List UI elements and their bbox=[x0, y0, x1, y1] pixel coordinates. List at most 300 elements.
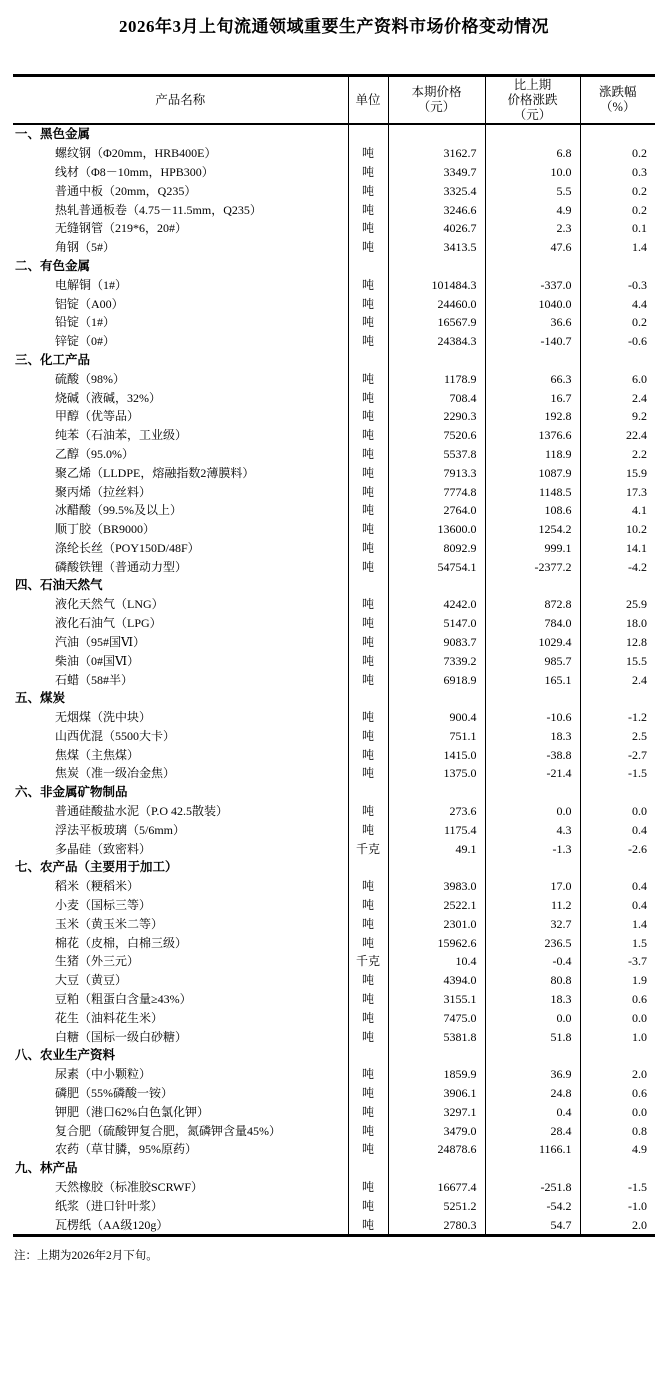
section-name: 九、林产品 bbox=[15, 1160, 78, 1175]
price-cell: 2290.3 bbox=[388, 407, 485, 426]
table-row bbox=[13, 238, 655, 257]
pct-cell: 0.0 bbox=[580, 1102, 655, 1121]
pct-cell: 4.4 bbox=[580, 294, 655, 313]
unit-cell: 吨 bbox=[348, 200, 388, 219]
section-row bbox=[13, 1046, 655, 1065]
product-cell: 浮法平板玻璃（5/6mm） bbox=[55, 822, 186, 837]
price-cell: 9083.7 bbox=[388, 633, 485, 652]
price-cell: 3983.0 bbox=[388, 877, 485, 896]
table-row bbox=[13, 407, 655, 426]
price-cell bbox=[388, 689, 485, 708]
pct-cell: 4.9 bbox=[580, 1140, 655, 1159]
price-cell: 4026.7 bbox=[388, 219, 485, 238]
table-row bbox=[13, 1140, 655, 1159]
price-cell: 5251.2 bbox=[388, 1196, 485, 1215]
change-cell: -0.4 bbox=[485, 952, 580, 971]
table-row bbox=[13, 971, 655, 990]
change-cell: -1.3 bbox=[485, 839, 580, 858]
change-cell: 1148.5 bbox=[485, 482, 580, 501]
price-cell: 900.4 bbox=[388, 708, 485, 727]
unit-cell bbox=[348, 351, 388, 370]
column-header-unit: 单位 bbox=[348, 76, 388, 125]
table-row bbox=[13, 764, 655, 783]
product-cell: 无缝钢管（219*6，20#） bbox=[55, 221, 188, 236]
change-cell bbox=[485, 689, 580, 708]
unit-cell: 吨 bbox=[348, 501, 388, 520]
section-row bbox=[13, 1159, 655, 1178]
unit-cell: 吨 bbox=[348, 1121, 388, 1140]
pct-cell: 15.9 bbox=[580, 463, 655, 482]
product-cell: 涤纶长丝（POY150D/48F） bbox=[55, 540, 200, 555]
pct-cell: 0.4 bbox=[580, 877, 655, 896]
change-cell: 999.1 bbox=[485, 539, 580, 558]
pct-cell: 1.4 bbox=[580, 914, 655, 933]
unit-cell: 吨 bbox=[348, 1215, 388, 1235]
unit-cell: 千克 bbox=[348, 839, 388, 858]
product-cell: 线材（Φ8－10mm，HPB300） bbox=[55, 164, 214, 179]
unit-cell: 吨 bbox=[348, 1065, 388, 1084]
price-cell: 1178.9 bbox=[388, 369, 485, 388]
price-cell: 3297.1 bbox=[388, 1102, 485, 1121]
unit-cell: 吨 bbox=[348, 369, 388, 388]
unit-cell bbox=[348, 689, 388, 708]
pct-cell: 2.0 bbox=[580, 1065, 655, 1084]
change-cell: 2.3 bbox=[485, 219, 580, 238]
table-row bbox=[13, 445, 655, 464]
unit-cell: 吨 bbox=[348, 294, 388, 313]
change-cell: 4.3 bbox=[485, 820, 580, 839]
unit-cell: 吨 bbox=[348, 539, 388, 558]
unit-cell bbox=[348, 783, 388, 802]
pct-cell: -3.7 bbox=[580, 952, 655, 971]
change-cell: 236.5 bbox=[485, 933, 580, 952]
product-cell: 纸浆（进口针叶浆） bbox=[55, 1198, 164, 1213]
unit-cell: 吨 bbox=[348, 332, 388, 351]
unit-cell bbox=[348, 257, 388, 276]
change-cell: -21.4 bbox=[485, 764, 580, 783]
pct-cell: -0.3 bbox=[580, 275, 655, 294]
change-cell: 11.2 bbox=[485, 896, 580, 915]
product-cell: 多晶硅（致密料） bbox=[55, 841, 152, 856]
price-cell: 2780.3 bbox=[388, 1215, 485, 1235]
product-cell: 角钢（5#） bbox=[55, 240, 116, 255]
price-cell: 3349.7 bbox=[388, 163, 485, 182]
change-cell: 18.3 bbox=[485, 990, 580, 1009]
product-cell: 无烟煤（洗中块） bbox=[55, 710, 152, 725]
table-row bbox=[13, 802, 655, 821]
unit-cell: 吨 bbox=[348, 651, 388, 670]
footnote: 注：上期为2026年2月下旬。 bbox=[14, 1250, 158, 1263]
unit-cell: 吨 bbox=[348, 933, 388, 952]
product-cell: 天然橡胶（标准胶SCRWF） bbox=[55, 1180, 204, 1195]
price-cell: 6918.9 bbox=[388, 670, 485, 689]
price-cell: 3246.6 bbox=[388, 200, 485, 219]
column-header-price-change: 比上期 价格涨跌 （元） bbox=[485, 76, 580, 125]
unit-cell: 吨 bbox=[348, 445, 388, 464]
product-cell: 冰醋酸（99.5%及以上） bbox=[55, 503, 182, 518]
change-cell: -251.8 bbox=[485, 1178, 580, 1197]
unit-cell: 吨 bbox=[348, 595, 388, 614]
pct-cell: 6.0 bbox=[580, 369, 655, 388]
product-cell: 铅锭（1#） bbox=[55, 315, 116, 330]
unit-cell bbox=[348, 1159, 388, 1178]
change-cell bbox=[485, 1159, 580, 1178]
unit-cell: 吨 bbox=[348, 219, 388, 238]
unit-cell: 吨 bbox=[348, 727, 388, 746]
pct-cell: 2.0 bbox=[580, 1215, 655, 1235]
table-row bbox=[13, 369, 655, 388]
pct-cell: 1.4 bbox=[580, 238, 655, 257]
product-cell: 电解铜（1#） bbox=[55, 277, 128, 292]
change-cell: 1376.6 bbox=[485, 426, 580, 445]
table-row bbox=[13, 275, 655, 294]
unit-cell: 吨 bbox=[348, 914, 388, 933]
unit-cell: 吨 bbox=[348, 181, 388, 200]
unit-cell: 吨 bbox=[348, 990, 388, 1009]
pct-cell: 2.2 bbox=[580, 445, 655, 464]
unit-cell: 吨 bbox=[348, 708, 388, 727]
unit-cell: 吨 bbox=[348, 1008, 388, 1027]
table-row bbox=[13, 482, 655, 501]
price-cell bbox=[388, 576, 485, 595]
product-cell: 生猪（外三元） bbox=[55, 954, 140, 969]
product-cell: 热轧普通板卷（4.75－11.5mm，Q235） bbox=[55, 202, 262, 217]
change-cell: 32.7 bbox=[485, 914, 580, 933]
price-cell: 7475.0 bbox=[388, 1008, 485, 1027]
section-row bbox=[13, 257, 655, 276]
section-row bbox=[13, 783, 655, 802]
price-cell: 7774.8 bbox=[388, 482, 485, 501]
product-cell: 聚丙烯（拉丝料） bbox=[55, 484, 152, 499]
page-title: 2026年3月上旬流通领域重要生产资料市场价格变动情况 bbox=[119, 17, 549, 36]
section-name: 七、农产品（主要用于加工） bbox=[15, 860, 178, 875]
pct-cell bbox=[580, 783, 655, 802]
change-cell bbox=[485, 351, 580, 370]
change-cell: -54.2 bbox=[485, 1196, 580, 1215]
section-row bbox=[13, 576, 655, 595]
column-header-change-pct: 涨跌幅 （%） bbox=[580, 76, 655, 125]
price-cell: 7339.2 bbox=[388, 651, 485, 670]
product-cell: 锌锭（0#） bbox=[55, 334, 116, 349]
unit-cell: 吨 bbox=[348, 1140, 388, 1159]
unit-cell: 吨 bbox=[348, 1102, 388, 1121]
price-cell: 3162.7 bbox=[388, 144, 485, 163]
pct-cell bbox=[580, 689, 655, 708]
price-cell: 1175.4 bbox=[388, 820, 485, 839]
pct-cell: 0.6 bbox=[580, 990, 655, 1009]
pct-cell bbox=[580, 576, 655, 595]
pct-cell: 0.2 bbox=[580, 144, 655, 163]
price-cell: 708.4 bbox=[388, 388, 485, 407]
table-row bbox=[13, 896, 655, 915]
table-row bbox=[13, 181, 655, 200]
product-cell: 复合肥（硫酸钾复合肥，氮磷钾含量45%） bbox=[55, 1123, 281, 1138]
table-row bbox=[13, 1084, 655, 1103]
price-cell bbox=[388, 1046, 485, 1065]
change-cell bbox=[485, 858, 580, 877]
unit-cell: 吨 bbox=[348, 633, 388, 652]
section-name: 五、煤炭 bbox=[15, 691, 66, 706]
table-row bbox=[13, 1027, 655, 1046]
price-cell: 7913.3 bbox=[388, 463, 485, 482]
section-row bbox=[13, 124, 655, 144]
table-row bbox=[13, 294, 655, 313]
pct-cell: -1.2 bbox=[580, 708, 655, 727]
pct-cell: 15.5 bbox=[580, 651, 655, 670]
change-cell: 1087.9 bbox=[485, 463, 580, 482]
change-cell: 6.8 bbox=[485, 144, 580, 163]
change-cell bbox=[485, 257, 580, 276]
section-row bbox=[13, 351, 655, 370]
change-cell: 17.0 bbox=[485, 877, 580, 896]
pct-cell: 12.8 bbox=[580, 633, 655, 652]
table-row bbox=[13, 388, 655, 407]
price-cell bbox=[388, 124, 485, 144]
product-cell: 纯苯（石油苯，工业级） bbox=[55, 428, 188, 443]
pct-cell: 0.0 bbox=[580, 1008, 655, 1027]
price-cell: 13600.0 bbox=[388, 520, 485, 539]
price-table bbox=[13, 74, 655, 1237]
price-cell: 751.1 bbox=[388, 727, 485, 746]
pct-cell bbox=[580, 1159, 655, 1178]
pct-cell: -4.2 bbox=[580, 557, 655, 576]
change-cell: 10.0 bbox=[485, 163, 580, 182]
price-cell: 8092.9 bbox=[388, 539, 485, 558]
price-cell: 16677.4 bbox=[388, 1178, 485, 1197]
product-cell: 聚乙烯（LLDPE，熔融指数2薄膜料） bbox=[55, 465, 255, 480]
pct-cell: 4.1 bbox=[580, 501, 655, 520]
product-cell: 农药（草甘膦，95%原药） bbox=[55, 1142, 197, 1157]
unit-cell: 吨 bbox=[348, 764, 388, 783]
price-cell bbox=[388, 858, 485, 877]
pct-cell bbox=[580, 351, 655, 370]
pct-cell: 0.4 bbox=[580, 896, 655, 915]
price-cell: 49.1 bbox=[388, 839, 485, 858]
section-name: 三、化工产品 bbox=[15, 352, 91, 367]
change-cell: -337.0 bbox=[485, 275, 580, 294]
table-row bbox=[13, 1121, 655, 1140]
change-cell: 36.9 bbox=[485, 1065, 580, 1084]
product-cell: 玉米（黄玉米二等） bbox=[55, 916, 164, 931]
price-cell bbox=[388, 257, 485, 276]
price-cell: 3325.4 bbox=[388, 181, 485, 200]
product-cell: 液化石油气（LPG） bbox=[55, 616, 162, 631]
product-cell: 硫酸（98%） bbox=[55, 371, 125, 386]
change-cell: 1040.0 bbox=[485, 294, 580, 313]
pct-cell bbox=[580, 858, 655, 877]
section-name: 六、非金属矿物制品 bbox=[15, 785, 128, 800]
pct-cell: 0.6 bbox=[580, 1084, 655, 1103]
change-cell: 80.8 bbox=[485, 971, 580, 990]
price-cell: 101484.3 bbox=[388, 275, 485, 294]
price-cell: 1415.0 bbox=[388, 745, 485, 764]
section-row bbox=[13, 858, 655, 877]
price-cell bbox=[388, 351, 485, 370]
product-cell: 普通中板（20mm，Q235） bbox=[55, 183, 197, 198]
change-cell bbox=[485, 576, 580, 595]
change-cell: 0.4 bbox=[485, 1102, 580, 1121]
section-row bbox=[13, 689, 655, 708]
product-cell: 稻米（粳稻米） bbox=[55, 879, 140, 894]
unit-cell: 吨 bbox=[348, 313, 388, 332]
change-cell: 118.9 bbox=[485, 445, 580, 464]
unit-cell: 吨 bbox=[348, 407, 388, 426]
price-cell: 1859.9 bbox=[388, 1065, 485, 1084]
table-row bbox=[13, 633, 655, 652]
price-cell: 3479.0 bbox=[388, 1121, 485, 1140]
price-cell: 273.6 bbox=[388, 802, 485, 821]
price-cell: 5147.0 bbox=[388, 614, 485, 633]
table-row bbox=[13, 1215, 655, 1235]
pct-cell bbox=[580, 257, 655, 276]
table-row bbox=[13, 745, 655, 764]
table-row bbox=[13, 200, 655, 219]
column-header-product-name: 产品名称 bbox=[13, 76, 348, 125]
product-cell: 大豆（黄豆） bbox=[55, 973, 128, 988]
unit-cell: 吨 bbox=[348, 820, 388, 839]
price-cell: 5537.8 bbox=[388, 445, 485, 464]
unit-cell bbox=[348, 576, 388, 595]
price-cell: 7520.6 bbox=[388, 426, 485, 445]
pct-cell: 1.9 bbox=[580, 971, 655, 990]
pct-cell: 2.4 bbox=[580, 388, 655, 407]
product-cell: 乙醇（95.0%） bbox=[55, 446, 134, 461]
pct-cell: -2.6 bbox=[580, 839, 655, 858]
product-cell: 石蜡（58#半） bbox=[55, 672, 134, 687]
change-cell: 1029.4 bbox=[485, 633, 580, 652]
unit-cell: 千克 bbox=[348, 952, 388, 971]
unit-cell: 吨 bbox=[348, 1084, 388, 1103]
pct-cell: -1.5 bbox=[580, 1178, 655, 1197]
unit-cell: 吨 bbox=[348, 1178, 388, 1197]
change-cell: 24.8 bbox=[485, 1084, 580, 1103]
pct-cell bbox=[580, 1046, 655, 1065]
table-body bbox=[13, 124, 655, 1236]
product-cell: 尿素（中小颗粒） bbox=[55, 1067, 152, 1082]
change-cell bbox=[485, 1046, 580, 1065]
pct-cell: 0.2 bbox=[580, 181, 655, 200]
change-cell: 0.0 bbox=[485, 1008, 580, 1027]
pct-cell: 1.0 bbox=[580, 1027, 655, 1046]
product-cell: 花生（油料花生米） bbox=[55, 1010, 164, 1025]
table-row bbox=[13, 595, 655, 614]
table-row bbox=[13, 933, 655, 952]
pct-cell: 0.0 bbox=[580, 802, 655, 821]
pct-cell: 0.2 bbox=[580, 200, 655, 219]
change-cell: 784.0 bbox=[485, 614, 580, 633]
change-cell: -2377.2 bbox=[485, 557, 580, 576]
price-cell: 4394.0 bbox=[388, 971, 485, 990]
change-cell: 4.9 bbox=[485, 200, 580, 219]
table-row bbox=[13, 651, 655, 670]
change-cell: 28.4 bbox=[485, 1121, 580, 1140]
change-cell: -140.7 bbox=[485, 332, 580, 351]
table-row bbox=[13, 1178, 655, 1197]
product-cell: 小麦（国标三等） bbox=[55, 898, 152, 913]
pct-cell: 0.4 bbox=[580, 820, 655, 839]
change-cell: 165.1 bbox=[485, 670, 580, 689]
unit-cell: 吨 bbox=[348, 388, 388, 407]
product-cell: 磷肥（55%磷酸一铵） bbox=[55, 1086, 173, 1101]
section-name: 二、有色金属 bbox=[15, 258, 91, 273]
price-cell: 5381.8 bbox=[388, 1027, 485, 1046]
product-cell: 瓦楞纸（AA级120g） bbox=[55, 1217, 169, 1232]
table-row bbox=[13, 219, 655, 238]
change-cell: 18.3 bbox=[485, 727, 580, 746]
pct-cell: -0.6 bbox=[580, 332, 655, 351]
table-row bbox=[13, 839, 655, 858]
unit-cell: 吨 bbox=[348, 614, 388, 633]
product-cell: 豆粕（粗蛋白含量≥43%） bbox=[55, 992, 192, 1007]
change-cell: 108.6 bbox=[485, 501, 580, 520]
table-row bbox=[13, 501, 655, 520]
pct-cell: 22.4 bbox=[580, 426, 655, 445]
pct-cell: 17.3 bbox=[580, 482, 655, 501]
unit-cell: 吨 bbox=[348, 520, 388, 539]
unit-cell: 吨 bbox=[348, 802, 388, 821]
table-row bbox=[13, 708, 655, 727]
change-cell: 66.3 bbox=[485, 369, 580, 388]
table-row bbox=[13, 332, 655, 351]
price-cell: 1375.0 bbox=[388, 764, 485, 783]
table-row bbox=[13, 990, 655, 1009]
header-row bbox=[13, 76, 655, 125]
product-cell: 烧碱（液碱，32%） bbox=[55, 390, 161, 405]
column-header-current-price: 本期价格 （元） bbox=[388, 76, 485, 125]
change-cell: 36.6 bbox=[485, 313, 580, 332]
price-cell: 24460.0 bbox=[388, 294, 485, 313]
unit-cell: 吨 bbox=[348, 163, 388, 182]
unit-cell: 吨 bbox=[348, 877, 388, 896]
pct-cell: 18.0 bbox=[580, 614, 655, 633]
price-cell: 3155.1 bbox=[388, 990, 485, 1009]
change-cell: 985.7 bbox=[485, 651, 580, 670]
price-cell: 2522.1 bbox=[388, 896, 485, 915]
table-header bbox=[13, 76, 655, 125]
table-row bbox=[13, 952, 655, 971]
change-cell bbox=[485, 124, 580, 144]
unit-cell: 吨 bbox=[348, 896, 388, 915]
table-row bbox=[13, 1196, 655, 1215]
price-cell: 3906.1 bbox=[388, 1084, 485, 1103]
pct-cell: 25.9 bbox=[580, 595, 655, 614]
pct-cell: 0.3 bbox=[580, 163, 655, 182]
section-name: 一、黑色金属 bbox=[15, 127, 91, 142]
pct-cell: 0.1 bbox=[580, 219, 655, 238]
section-name: 四、石油天然气 bbox=[15, 578, 103, 593]
change-cell: 1254.2 bbox=[485, 520, 580, 539]
table-row bbox=[13, 426, 655, 445]
pct-cell: -1.5 bbox=[580, 764, 655, 783]
table-row bbox=[13, 463, 655, 482]
price-cell: 24878.6 bbox=[388, 1140, 485, 1159]
table-row bbox=[13, 1065, 655, 1084]
price-cell: 2764.0 bbox=[388, 501, 485, 520]
change-cell: 47.6 bbox=[485, 238, 580, 257]
change-cell: -38.8 bbox=[485, 745, 580, 764]
unit-cell bbox=[348, 1046, 388, 1065]
change-cell: 51.8 bbox=[485, 1027, 580, 1046]
product-cell: 磷酸铁锂（普通动力型） bbox=[55, 559, 188, 574]
change-cell: 872.8 bbox=[485, 595, 580, 614]
price-cell: 10.4 bbox=[388, 952, 485, 971]
table-row bbox=[13, 614, 655, 633]
unit-cell bbox=[348, 124, 388, 144]
unit-cell: 吨 bbox=[348, 482, 388, 501]
unit-cell: 吨 bbox=[348, 144, 388, 163]
table-row bbox=[13, 727, 655, 746]
table-row bbox=[13, 313, 655, 332]
